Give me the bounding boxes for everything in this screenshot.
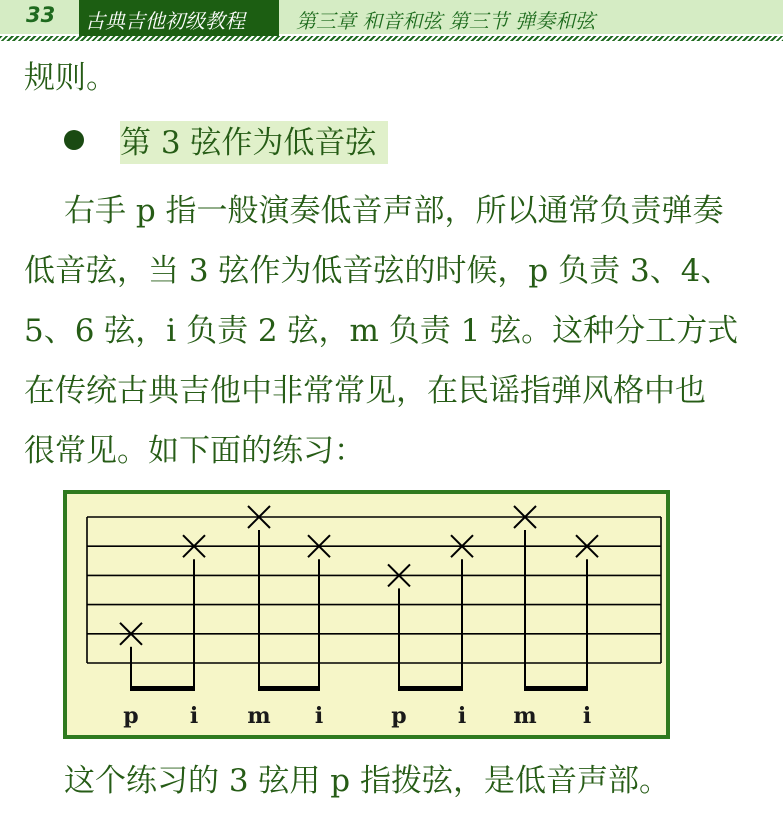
note-beam [398, 686, 463, 691]
note-beam [130, 686, 195, 691]
page-number: 33 [26, 3, 56, 27]
note-beam [258, 686, 320, 691]
paragraph-line: 5、6 弦，i 负责 2 弦，m 负责 1 弦。这种分工方式 [24, 313, 739, 349]
subheading: 第 3 弦作为低音弦 [120, 125, 377, 161]
finger-label: i [582, 703, 592, 729]
finger-label: i [457, 703, 467, 729]
finger-label: p [123, 703, 139, 729]
paragraph-line: 在传统古典吉他中非常常见，在民谣指弹风格中也 [24, 373, 706, 409]
paragraph-line: 规则。 [24, 60, 117, 96]
tab-exercise-figure [63, 490, 670, 739]
figure-caption: 这个练习的 3 弦用 p 指拨弦，是低音声部。 [64, 763, 670, 799]
paragraph-line: 很常见。如下面的练习： [24, 433, 365, 469]
finger-label: m [247, 703, 271, 729]
paragraph-line: 低音弦，当 3 弦作为低音弦的时候，p 负责 3、4、 [24, 253, 732, 289]
note-beam [524, 686, 588, 691]
finger-label: m [513, 703, 537, 729]
tab-diagram [67, 494, 674, 743]
finger-label: i [314, 703, 324, 729]
finger-label: p [391, 703, 407, 729]
section-title: 第三章 和音和弦 第三节 弹奏和弦 [296, 9, 596, 33]
bullet-icon [64, 130, 84, 150]
header-divider [0, 36, 783, 41]
book-title: 古典吉他初级教程 [85, 9, 245, 33]
finger-label: i [189, 703, 199, 729]
paragraph-line: 右手 p 指一般演奏低音声部，所以通常负责弹奏 [64, 193, 724, 229]
